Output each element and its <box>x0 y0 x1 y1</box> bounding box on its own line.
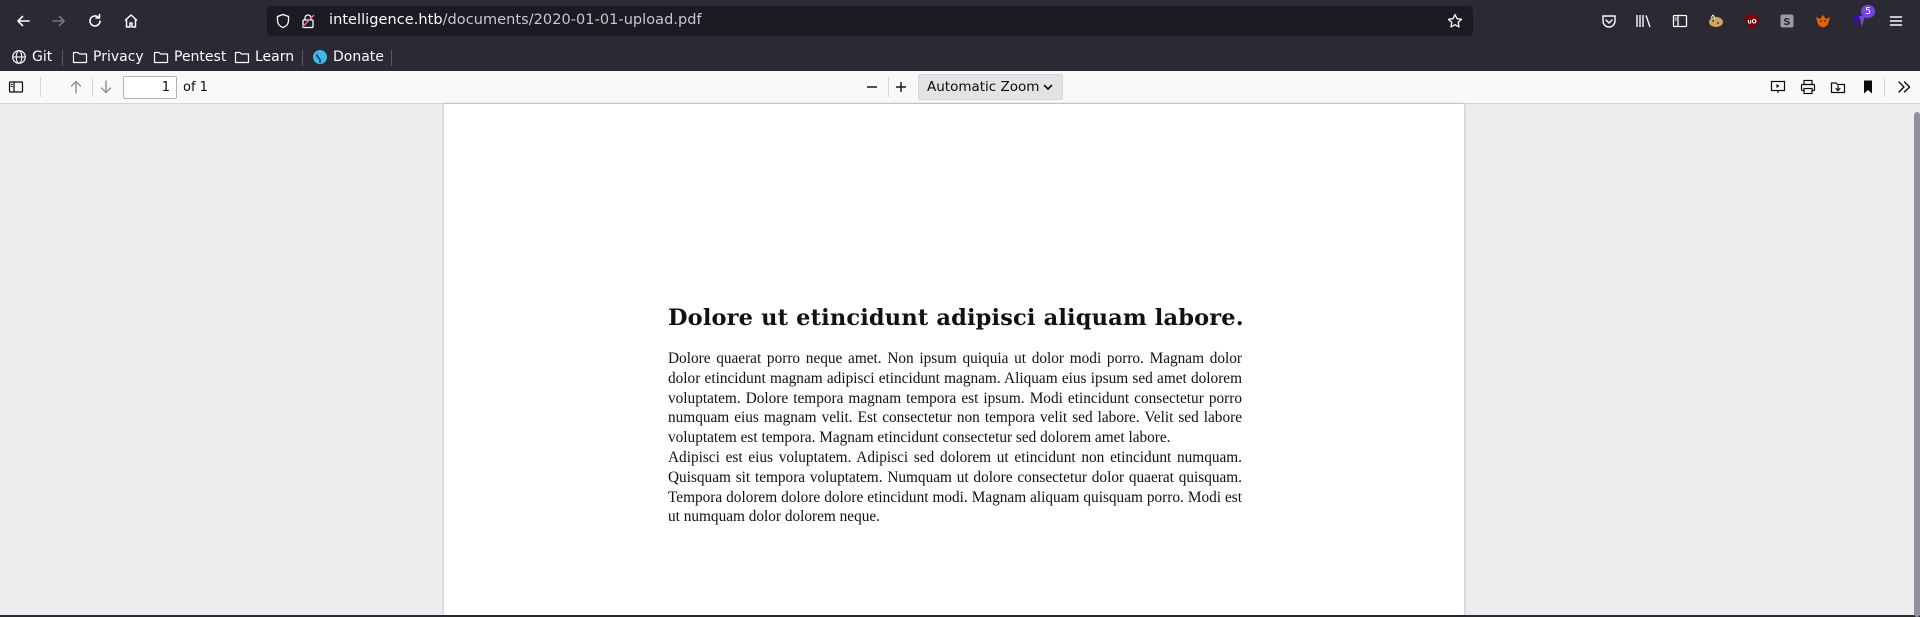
library-icon <box>1635 13 1653 29</box>
print-button[interactable] <box>1796 75 1820 99</box>
document-paragraph: Adipisci est eius voluptatem. Adipisci sed dolorem ut etincidunt non etincidunt numquam. Quisquam sit tempora voluptatem. Numquam ut dolore consectetur dolor quaerat quisquam. Tempora dolorem dolore dolore etincidunt modi. Magnam aliquam quisquam porro. Modi est ut numquam dolor dolorem neque. <box>668 448 1242 526</box>
document-body <box>668 349 1242 527</box>
tools-menu-button[interactable] <box>1892 75 1916 99</box>
ublock-origin-icon <box>1744 13 1760 29</box>
arrow-left-icon <box>15 13 31 29</box>
bookmark-icon <box>1860 79 1876 95</box>
bookmark-separator <box>391 50 392 66</box>
app-menu-button[interactable] <box>1884 9 1908 33</box>
zoom-select-value: Automatic Zoom <box>927 79 1040 95</box>
download-icon <box>1830 79 1846 95</box>
bookmark-star-icon[interactable] <box>1446 12 1464 30</box>
reload-icon <box>87 13 103 29</box>
pdf-page <box>444 104 1464 615</box>
foxyproxy-button[interactable] <box>1811 9 1835 33</box>
home-icon <box>123 13 139 29</box>
bookmark-folder-pentest[interactable] <box>153 46 226 68</box>
toolbar-separator <box>1884 77 1885 97</box>
next-page-button[interactable] <box>94 75 118 99</box>
arrow-down-icon <box>98 79 114 95</box>
ublock-button[interactable] <box>1740 9 1764 33</box>
wappalyzer-button[interactable] <box>1847 6 1872 33</box>
presentation-mode-button[interactable] <box>1766 75 1790 99</box>
tracking-protection-icon[interactable] <box>274 12 292 30</box>
save-download-button[interactable] <box>1826 75 1850 99</box>
bookmark-folder-learn[interactable] <box>234 46 294 68</box>
svg-text:uO: uO <box>1747 18 1757 26</box>
url-host: intelligence.htb <box>329 12 443 28</box>
bookmark-label: Donate <box>333 49 384 65</box>
chevron-down-icon <box>1042 81 1054 93</box>
url-bar[interactable] <box>267 6 1473 36</box>
bookmark-donate[interactable] <box>312 46 384 68</box>
cookie-extension-button[interactable] <box>1704 9 1728 33</box>
bookmark-label: Learn <box>255 49 295 65</box>
bookmark-separator <box>62 50 63 66</box>
toggle-sidebar-button[interactable] <box>4 75 28 99</box>
url-text <box>329 12 702 28</box>
arrow-up-icon <box>68 79 84 95</box>
url-path: /documents/2020-01-01-upload.pdf <box>442 12 702 28</box>
print-icon <box>1800 79 1816 95</box>
sidebar-icon <box>1672 13 1688 29</box>
pdf-toolbar <box>0 71 1920 104</box>
sidebar-toggle-button[interactable] <box>1668 9 1692 33</box>
bookmark-git[interactable] <box>11 46 52 68</box>
toolbar-separator <box>40 77 41 97</box>
svg-text:S: S <box>1783 17 1791 28</box>
pocket-button[interactable] <box>1597 9 1621 33</box>
donate-logo-icon <box>312 49 328 65</box>
library-button[interactable] <box>1632 9 1656 33</box>
folder-icon <box>72 49 88 65</box>
pocket-icon <box>1601 13 1617 29</box>
document-paragraph: Dolore quaerat porro neque amet. Non ipsum quiquia ut dolor modi porro. Magnam dolor dolor etincidunt magnam adipisci etincidunt magnam. Aliquam eius ipsum sed amet dolorem voluptatem. Dolore tempora magnam tempora est ipsum. Modi etincidunt consectetur porro numquam eius magnam velit. Est consectetur non tempora velit sed labore. Velit sed labore voluptatem est tempora. Magnam etincidunt consectetur sed dolorem amet labore. <box>668 350 1242 447</box>
page-number-input[interactable] <box>123 76 177 99</box>
scrollbar-thumb[interactable] <box>1914 112 1920 617</box>
reload-button[interactable] <box>81 7 109 35</box>
cookie-editor-icon <box>1707 13 1725 29</box>
vertical-scrollbar[interactable] <box>1914 110 1920 615</box>
current-view-bookmark-button[interactable] <box>1856 75 1880 99</box>
forward-button[interactable] <box>45 7 73 35</box>
sidebar-toggle-icon <box>8 79 24 95</box>
bookmarks-toolbar <box>0 42 1920 71</box>
previous-page-button[interactable] <box>64 75 88 99</box>
browser-toolbar <box>0 0 1920 42</box>
page-count-label: of 1 <box>183 80 208 95</box>
double-chevron-right-icon <box>1896 79 1912 95</box>
s-extension-button[interactable] <box>1775 9 1799 33</box>
bookmark-label: Git <box>32 49 53 65</box>
zoom-in-button[interactable] <box>889 75 913 99</box>
folder-icon <box>234 49 250 65</box>
globe-icon <box>11 49 27 65</box>
zoom-out-button[interactable] <box>860 75 884 99</box>
presentation-icon <box>1770 79 1786 95</box>
folder-icon <box>153 49 169 65</box>
pdf-viewer-container[interactable] <box>0 104 1920 615</box>
hamburger-menu-icon <box>1888 13 1904 29</box>
arrow-right-icon <box>51 13 67 29</box>
extension-badge: 5 <box>1861 5 1875 18</box>
bookmark-label: Pentest <box>174 49 227 65</box>
minus-icon <box>864 79 880 95</box>
s-extension-icon <box>1779 13 1795 29</box>
bookmark-label: Privacy <box>93 49 144 65</box>
zoom-select[interactable] <box>918 74 1063 100</box>
foxyproxy-icon <box>1814 13 1832 29</box>
bookmark-folder-privacy[interactable] <box>72 46 144 68</box>
toolbar-separator <box>92 77 93 97</box>
insecure-lock-icon[interactable] <box>299 12 317 30</box>
home-button[interactable] <box>117 7 145 35</box>
back-button[interactable] <box>9 7 37 35</box>
bookmark-separator <box>302 50 303 66</box>
plus-icon <box>893 79 909 95</box>
document-title: Dolore ut etincidunt adipisci aliquam labore. <box>668 305 1244 331</box>
